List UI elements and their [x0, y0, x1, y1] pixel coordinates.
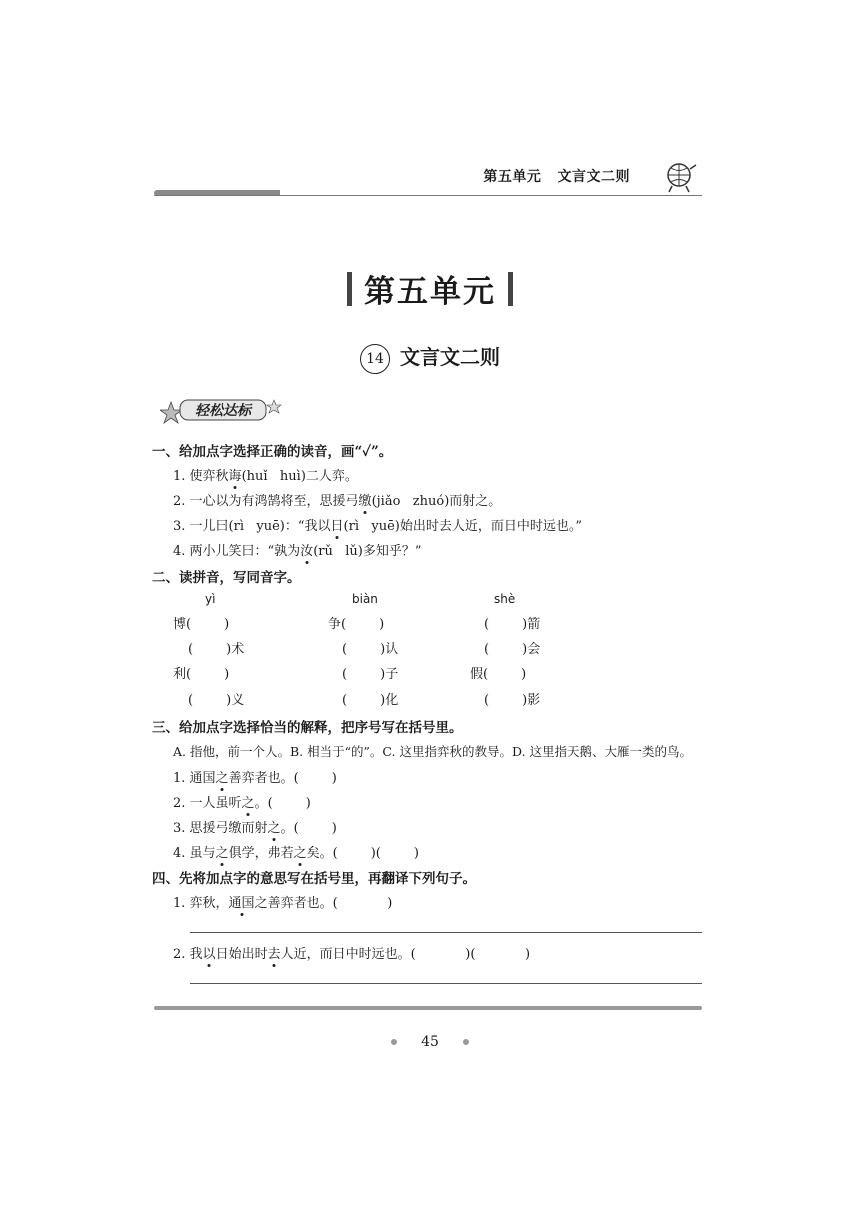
pinyin-she: shè	[494, 592, 516, 606]
s1-item-3: 3. 一儿曰(rì yuē)：“我以日(rì yuē)始出时去人近，而日中时远也。”	[173, 519, 583, 534]
lesson-title-text: 文言文二则	[400, 345, 500, 369]
s4-item-1: 1. 弈秋，通国之善弈者也。( )	[173, 896, 393, 911]
s3-item-3: 3. 思援弓缴而射之。( )	[173, 821, 337, 836]
lesson-number: 14	[360, 344, 390, 374]
s3-item-1: 1. 通国之善弈者也。( )	[173, 771, 337, 786]
header-rule	[154, 195, 702, 196]
s4-item-2: 2. 我以日始出时去人近，而日中时远也。( )( )	[173, 947, 531, 962]
answer-line[interactable]	[190, 932, 702, 933]
fill-cell[interactable]: ( )箭	[484, 617, 541, 632]
unit-title-text: 第五单元	[364, 274, 496, 310]
pinyin-bian: biàn	[352, 592, 378, 606]
fill-cell[interactable]: ( )影	[484, 693, 541, 708]
answer-line[interactable]	[190, 983, 702, 984]
fill-cell[interactable]: ( )义	[188, 693, 245, 708]
unit-title	[0, 266, 860, 311]
fill-cell[interactable]: 博( )	[173, 617, 230, 632]
s1-item-2: 2. 一心以为有鸿鹄将至，思援弓缴(jiǎo zhuó)而射之。	[173, 494, 502, 509]
lesson-title	[0, 341, 860, 374]
s1-item-1: 1. 使弈秋诲(huǐ huì)二人弈。	[173, 469, 358, 484]
section1-title: 一、给加点字选择正确的读音，画“✓”。	[152, 444, 393, 460]
fill-cell[interactable]: ( )子	[342, 667, 399, 682]
title-bar-right	[508, 272, 513, 306]
s1-item-4: 4. 两小儿笑曰：“孰为汝(rǔ lǔ)多知乎？”	[173, 544, 422, 559]
section-badge	[160, 396, 285, 424]
section4-title: 四、先将加点字的意思写在括号里，再翻译下列句子。	[152, 871, 476, 887]
fill-cell[interactable]: ( )认	[342, 642, 399, 657]
fill-cell[interactable]: ( )化	[342, 693, 399, 708]
fill-cell[interactable]: 利( )	[173, 667, 230, 682]
fill-cell[interactable]: ( )术	[188, 642, 245, 657]
pinyin-yi: yì	[205, 592, 216, 606]
s3-item-2: 2. 一人虽听之。( )	[173, 796, 311, 811]
globe-mascot-icon	[660, 160, 698, 194]
section3-title: 三、给加点字选择恰当的解释，把序号写在括号里。	[152, 720, 463, 736]
fill-cell[interactable]: 争( )	[328, 617, 385, 632]
page-number: 45	[0, 1034, 860, 1050]
s3-item-4: 4. 虽与之俱学，弗若之矣。( )( )	[173, 846, 419, 861]
section2-title: 二、读拼音，写同音字。	[152, 570, 301, 586]
star-icon	[160, 402, 182, 423]
title-bar-left	[347, 272, 352, 306]
footer-rule	[154, 1006, 702, 1010]
s3-options: A. 指他，前一个人。B. 相当于“的”。C. 这里指弈秋的教导。D. 这里指天鹅、大雁一类的鸟。	[173, 744, 692, 759]
fill-cell[interactable]: 假( )	[470, 667, 527, 682]
running-header: 第五单元 文言文二则	[483, 169, 630, 185]
fill-cell[interactable]: ( )会	[484, 642, 541, 657]
badge-text: 轻松达标	[195, 403, 251, 419]
